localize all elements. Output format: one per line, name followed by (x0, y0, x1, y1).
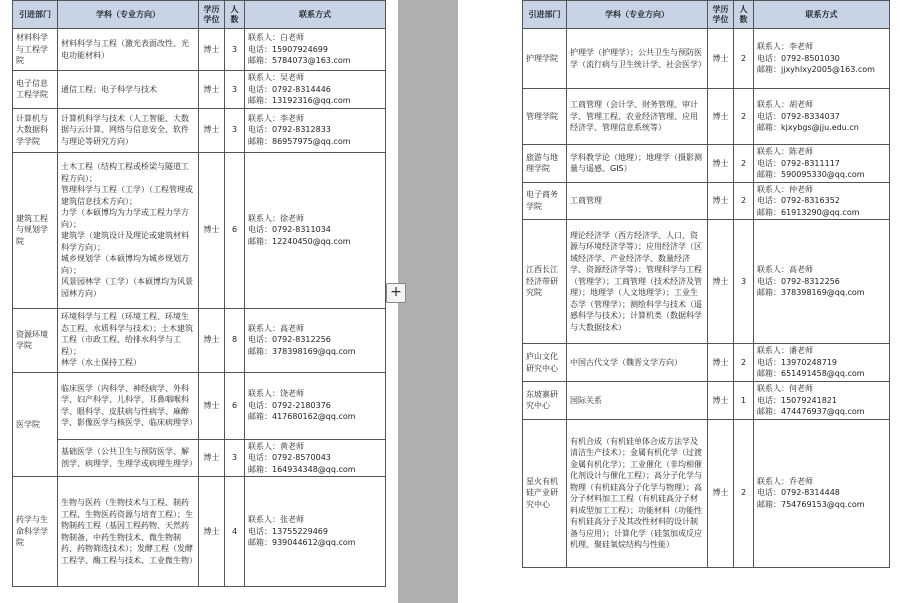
dept-cell: 管理学院 (523, 89, 567, 145)
major-line: 管理科学与工程（工学）（工程管理或建筑信息技术方向）； (61, 185, 193, 206)
contact-line: 邮箱：13192316@qq.com (248, 96, 351, 105)
major-line: 生物与医药（生物技术与工程、制药工程、生物医药资源与培育工程）；生物制药工程（基因工程药物、天然药物制备、中药生物技术、微生物制药、药物筛选技术）；发酵工程（发酵工程学、酶工程与技术、工业微生物） (61, 498, 197, 565)
contact-line: 联系人：黄老师 (248, 441, 304, 451)
contact-line: 电话：13970248719 (757, 357, 837, 367)
major-line: 国际关系 (570, 395, 602, 405)
major-cell (567, 145, 708, 183)
contact-line: 电话：0792-8312256 (248, 335, 331, 345)
contact-cell (754, 382, 890, 420)
major-cell (567, 344, 708, 382)
table-row (13, 477, 386, 587)
contact-cell (754, 29, 890, 89)
count-cell: 3 (225, 439, 245, 477)
table-row (13, 71, 386, 109)
contact-cell (245, 29, 386, 71)
count-cell: 3 (225, 108, 245, 152)
major-line: 理论经济学（西方经济学、人口、资源与环境经济学等）；应用经济学（区域经济学、产业经济学、数量经济学、资源经济学等）；管理科学与工程（管理学）；工商管理（技术经济及管理）；地理学（人文地理学）；工业生态学（管理学）；测绘科学与技术（遥感科学与技术）；计算机类（数据科学与大数据技术） (570, 230, 702, 332)
contact-line: 联系人：仲老师 (757, 184, 813, 194)
table-row (523, 145, 890, 183)
contact-cell (754, 182, 890, 220)
table-body-left (13, 29, 386, 587)
contact-line: 邮箱：939044612@qq.com (248, 538, 356, 548)
table-row (523, 182, 890, 220)
major-line: 护理学（护理学）；公共卫生与预防医学（流行病与卫生统计学、社会医学） (570, 48, 706, 69)
dept-cell: 旅游与地理学院 (523, 145, 567, 183)
dept-cell: 江西长江经济带研究院 (523, 220, 567, 344)
contact-cell (245, 439, 386, 477)
contact-line: 电话：0792-8334037 (757, 111, 840, 121)
degree-cell: 博士 (708, 29, 734, 89)
table-row (523, 29, 890, 89)
major-cell (58, 152, 199, 308)
contact-cell (245, 152, 386, 308)
header-degree: 学历学位 (708, 1, 734, 29)
major-line: 临床医学（内科学、神经病学、外科学、妇产科学、儿科学、耳鼻咽喉科学、眼科学、皮肤病与性病学、麻醉学、影像医学与核医学、临床病理学） (61, 383, 197, 427)
page-gap (398, 0, 458, 603)
contact-line: 邮箱：5784073@163.com (248, 56, 351, 66)
major-line: 建筑学（建筑设计及理论或建筑材料科学方向）； (61, 231, 189, 252)
recruitment-table-right (522, 0, 890, 568)
contact-line: 联系人：胡老师 (757, 100, 813, 110)
header-degree: 学历学位 (199, 1, 225, 29)
major-cell (567, 29, 708, 89)
contact-line: 电话：0792-8311117 (757, 158, 840, 168)
contact-line: 电话：0792-8311034 (248, 225, 331, 235)
major-cell (567, 182, 708, 220)
contact-line: 联系人：白老师 (248, 33, 304, 43)
document-page-right (458, 0, 900, 603)
major-line: 基础医学（公共卫生与预防医学、解剖学、病理学、生理学或病理生理学） (61, 447, 197, 468)
degree-cell: 博士 (199, 29, 225, 71)
major-line: 材料科学与工程（激光表面改性、光电功能材料） (61, 39, 189, 60)
contact-cell (245, 372, 386, 439)
contact-line: 邮箱：474476937@qq.com (757, 407, 865, 416)
contact-cell (754, 220, 890, 344)
contact-line: 电话：0792-8501030 (757, 53, 840, 63)
major-line: 土木工程（结构工程或桥梁与隧道工程方向）； (61, 162, 189, 183)
major-cell (567, 89, 708, 145)
add-page-button[interactable]: + (386, 283, 406, 303)
contact-line: 电话：15079241821 (757, 395, 837, 405)
count-cell: 3 (225, 29, 245, 71)
contact-line: 联系人：李老师 (248, 113, 304, 123)
degree-cell: 博士 (199, 71, 225, 109)
degree-cell: 博士 (708, 89, 734, 145)
degree-cell: 博士 (708, 182, 734, 220)
contact-line: 电话：0792-2180376 (248, 400, 331, 410)
contact-line: 联系人：高老师 (248, 323, 304, 333)
contact-line: 联系人：徐老师 (248, 213, 304, 223)
table-row (13, 439, 386, 477)
count-cell: 3 (734, 220, 754, 344)
contact-line: 邮箱：378398169@qq.com (757, 288, 865, 298)
table-row (13, 108, 386, 152)
contact-line: 联系人：张老师 (248, 515, 304, 525)
dept-cell: 医学院 (13, 372, 58, 477)
count-cell: 2 (734, 89, 754, 145)
count-cell: 2 (734, 29, 754, 89)
dept-cell: 庐山文化研究中心 (523, 344, 567, 382)
contact-line: 邮箱：61913290@qq.com (757, 207, 860, 217)
degree-cell: 博士 (199, 108, 225, 152)
dept-cell: 东坡寨研究中心 (523, 382, 567, 420)
major-line: 计算机科学与技术（人工智能、大数据与云计算、网络与信息安全、软件与理论等研究方向） (61, 113, 189, 146)
contact-line: 联系人：饶老师 (248, 389, 304, 399)
major-cell (567, 220, 708, 344)
contact-cell (245, 308, 386, 372)
major-cell (58, 372, 199, 439)
contact-line: 邮箱：651491458@qq.com (757, 369, 865, 379)
contact-line: 邮箱：86957975@qq.com (248, 136, 351, 146)
header-dept: 引进部门 (523, 1, 567, 29)
contact-line: 邮箱：754769153@qq.com (757, 499, 865, 509)
count-cell: 6 (225, 372, 245, 439)
major-cell (58, 29, 199, 71)
count-cell: 6 (225, 152, 245, 308)
degree-cell: 博士 (708, 382, 734, 420)
table-body-right (523, 29, 890, 568)
major-line: 中国古代文学（魏晋文学方向） (570, 357, 682, 367)
dept-cell: 建筑工程与规划学院 (13, 152, 58, 308)
degree-cell: 博士 (199, 308, 225, 372)
recruitment-table-left (12, 0, 386, 587)
degree-cell: 博士 (199, 439, 225, 477)
count-cell: 4 (225, 477, 245, 587)
count-cell: 1 (734, 382, 754, 420)
table-row (523, 220, 890, 344)
contact-line: 联系人：李老师 (757, 42, 813, 52)
header-major: 学科（专业方向） (58, 1, 199, 29)
degree-cell: 博士 (199, 372, 225, 439)
dept-cell: 电子商务学院 (523, 182, 567, 220)
contact-line: 邮箱：kjxybgs@jju.edu.cn (757, 123, 859, 133)
contact-cell (245, 71, 386, 109)
contact-line: 邮箱：378398169@qq.com (248, 346, 356, 356)
contact-line: 邮箱：12240450@qq.com (248, 236, 351, 246)
count-cell: 2 (734, 419, 754, 567)
major-line: 风景园林学（工学）（本硕博均为风景园林方向） (61, 277, 193, 298)
dept-cell: 材料科学与工程学院 (13, 29, 58, 71)
dept-cell: 药学与生命科学学院 (13, 477, 58, 587)
table-header-row (523, 1, 890, 29)
contact-line: 电话：0792-8316352 (757, 196, 840, 205)
count-cell: 8 (225, 308, 245, 372)
major-line: 环境科学与工程（环境工程、环境生态工程、水质科学与技术）；土木建筑工程（市政工程、给排水科学与工程）； (61, 312, 193, 356)
table-row (523, 344, 890, 382)
header-contact: 联系方式 (245, 1, 386, 29)
table-row (523, 89, 890, 145)
major-cell (567, 419, 708, 567)
major-line: 学科教学论（地理）；地理学（摄影测量与遥感、GIS） (570, 152, 702, 174)
degree-cell: 博士 (708, 145, 734, 183)
major-cell (58, 71, 199, 109)
contact-cell (754, 344, 890, 382)
contact-cell (754, 419, 890, 567)
major-cell (58, 439, 199, 477)
major-line: 林学（水土保持工程） (61, 358, 141, 368)
contact-line: 联系人：高老师 (757, 265, 813, 275)
table-row (523, 382, 890, 420)
major-cell (58, 308, 199, 372)
document-page-left (0, 0, 398, 603)
major-cell (58, 477, 199, 587)
contact-line: 联系人：吴老师 (248, 73, 304, 82)
dept-cell: 电子信息工程学院 (13, 71, 58, 109)
contact-cell (754, 145, 890, 183)
header-dept: 引进部门 (13, 1, 58, 29)
header-count: 人数 (734, 1, 754, 29)
count-cell: 3 (225, 71, 245, 109)
contact-line: 电话：0792-8312256 (757, 276, 840, 286)
table-row (13, 308, 386, 372)
header-contact: 联系方式 (754, 1, 890, 29)
contact-line: 电话：13755229469 (248, 526, 328, 536)
major-line: 工商管理（会计学、财务管理、审计学、管理工程、农业经济管理、应用经济学、管理信息系统等） (570, 100, 698, 133)
table-row (523, 419, 890, 567)
contact-line: 联系人：潘老师 (757, 346, 813, 356)
major-line: 通信工程；电子科学与技术 (61, 84, 157, 94)
degree-cell: 博士 (708, 220, 734, 344)
degree-cell: 博士 (708, 344, 734, 382)
dept-cell: 资源环境学院 (13, 308, 58, 372)
dept-cell: 星火有机硅产业研究中心 (523, 419, 567, 567)
major-line: 有机合成（有机硅单体合成方法学及清洁生产技术）；金属有机化学（过渡金属有机化学）；工业催化（非均相催化剂设计与催化工程）；高分子化学与物理（有机硅高分子化学与物理）；高分子材料加工工程（有机硅高分子材料成型加工工程）；功能材料（功能性有机硅高分子及其改性材料的设计制备与应用）；计算化学（硅氢加成反应机理、聚硅氧烷结构与性能） (570, 436, 702, 549)
header-major: 学科（专业方向） (567, 1, 708, 29)
contact-cell (245, 108, 386, 152)
degree-cell: 博士 (708, 419, 734, 567)
degree-cell: 博士 (199, 477, 225, 587)
contact-line: 邮箱：417680162@qq.com (248, 412, 356, 422)
table-row (13, 152, 386, 308)
count-cell: 2 (734, 182, 754, 220)
contact-line: 邮箱：590095330@qq.com (757, 170, 865, 179)
header-count: 人数 (225, 1, 245, 29)
contact-line: 电话：0792-8314448 (757, 488, 840, 498)
contact-line: 邮箱：164934348@qq.com (248, 464, 356, 474)
contact-cell (245, 477, 386, 587)
contact-line: 邮箱：jjxyhlxy2005@163.com (757, 65, 875, 75)
table-row (13, 29, 386, 71)
major-line: 工商管理 (570, 196, 602, 205)
count-cell: 2 (734, 344, 754, 382)
contact-line: 联系人：何老师 (757, 384, 813, 393)
contact-line: 电话：15907924699 (248, 44, 328, 54)
contact-line: 电话：0792-8570043 (248, 453, 331, 462)
contact-line: 电话：0792-8312833 (248, 125, 331, 135)
dept-cell: 护理学院 (523, 29, 567, 89)
table-row (13, 372, 386, 439)
table-header-row (13, 1, 386, 29)
major-cell (567, 382, 708, 420)
count-cell: 2 (734, 145, 754, 183)
major-line: 城乡规划学（本硕博均为城乡规划方向）； (61, 254, 189, 275)
contact-line: 电话：0792-8314446 (248, 84, 331, 94)
dept-cell: 计算机与大数据科学学院 (13, 108, 58, 152)
degree-cell: 博士 (199, 152, 225, 308)
major-cell (58, 108, 199, 152)
contact-cell (754, 89, 890, 145)
major-line: 力学（本硕博均为力学或工程力学方向）； (61, 208, 189, 229)
contact-line: 联系人：陈老师 (757, 147, 813, 156)
contact-line: 联系人：乔老师 (757, 476, 813, 486)
